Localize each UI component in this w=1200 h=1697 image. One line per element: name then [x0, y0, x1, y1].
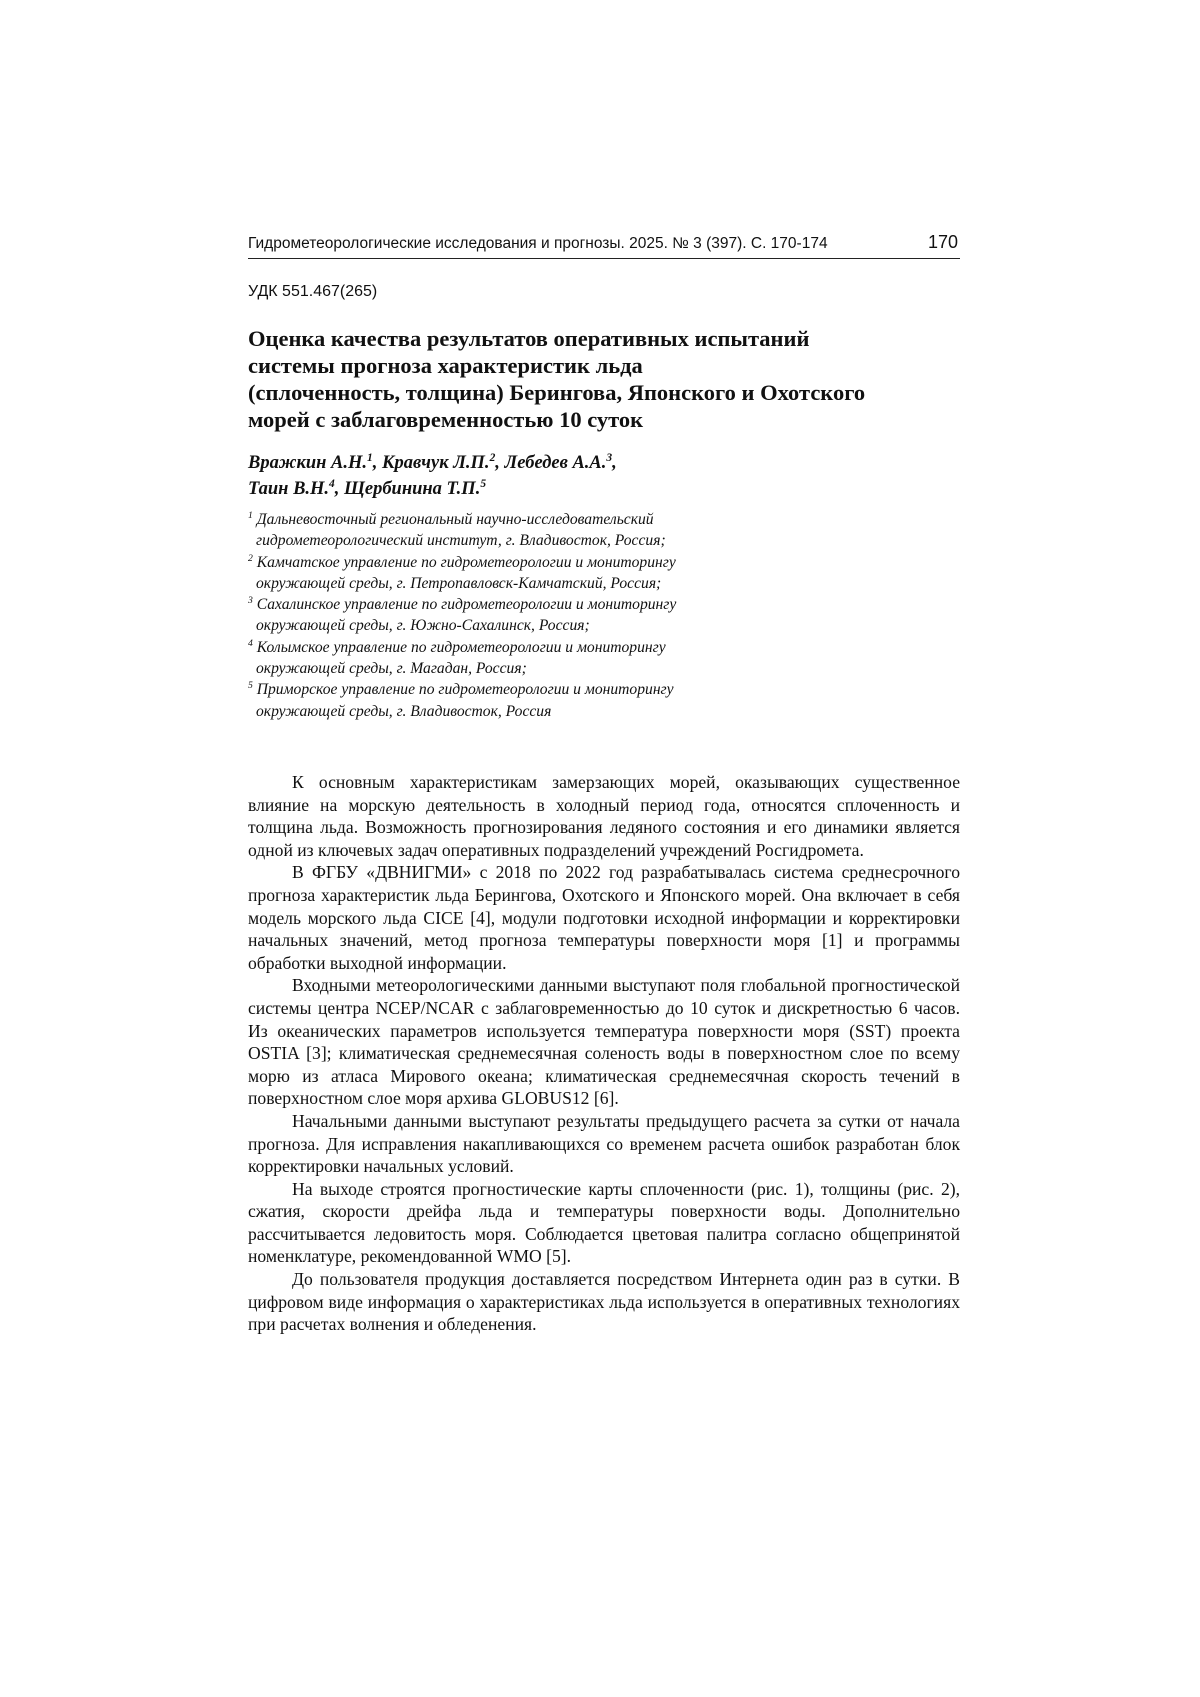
affiliation-item: [248, 509, 948, 552]
running-header: [248, 232, 960, 259]
affiliation-number: 5: [248, 680, 253, 692]
affiliation-line: [248, 552, 948, 573]
affiliation-line: окружающей среды, г. Южно-Сахалинск, Россия;: [256, 617, 590, 635]
author-separator: ,: [334, 479, 345, 499]
title-line: (сплоченность, толщина) Берингова, Японского и Охотского: [248, 380, 866, 405]
affiliation-number: 2: [248, 552, 253, 564]
affiliation-marker: 3: [606, 451, 613, 464]
affiliation-text: Колымское управление по гидрометеорологии и мониторингу: [256, 638, 666, 656]
author-name: Вражкин А.Н.: [248, 453, 367, 473]
body-paragraph: На выходе строятся прогностические карты сплоченности (рис. 1), толщины (рис. 2), сжатия, скорости дрейфа льда и температуры поверхности воды. Дополнительно рассчитывается ледовитость моря. Соблюдается цветовая палитра согласно общепринятой номенклатуре, рекомендованной WMO [5].: [248, 1178, 960, 1267]
author-separator: ,: [372, 453, 382, 473]
affiliation-number: 1: [248, 509, 253, 521]
body-paragraph: В ФГБУ «ДВНИГМИ» с 2018 по 2022 год разрабатывалась система среднесрочного прогноза характеристик льда Берингова, Охотского и Японского морей. Она включает в себя модель морского льда CICE [4], модули подготовки исходной информации и корректировки начальных значений, метод прогноза температуры поверхности моря [1] и программы обработки выходной информации.: [248, 862, 960, 973]
title-line: системы прогноза характеристик льда: [248, 353, 643, 378]
affiliation-line: [248, 509, 948, 530]
affiliation-marker: 4: [329, 477, 335, 490]
journal-citation: Гидрометеорологические исследования и прогнозы. 2025. № 3 (397). С. 170-174: [248, 235, 828, 252]
author-name: Щербинина Т.П.: [344, 479, 481, 499]
affiliation-item: [248, 594, 948, 637]
author-name: Кравчук Л.П.: [381, 453, 490, 473]
affiliation-number: 3: [248, 595, 253, 606]
author-line: [248, 450, 948, 476]
affiliation-list: [248, 509, 948, 722]
affiliation-text: Сахалинское управление по гидрометеорологии и мониторингу: [256, 596, 677, 614]
udc-code: УДК 551.467(265): [248, 283, 378, 300]
author-separator: ,: [495, 453, 505, 473]
affiliation-line: [248, 679, 948, 700]
title-line: Оценка качества результатов оперативных испытаний: [248, 326, 810, 351]
author-list: [248, 450, 948, 502]
body-paragraph: Начальными данными выступают результаты предыдущего расчета за сутки от начала прогноза. Для исправления накапливающихся со временем расчета ошибок разработан блок корректировки начальных условий.: [248, 1110, 960, 1177]
author-separator: ,: [612, 453, 617, 473]
affiliation-line: гидрометеорологический институт, г. Владивосток, Россия;: [256, 532, 666, 550]
affiliation-item: [248, 637, 948, 680]
affiliation-item: [248, 552, 948, 595]
author-name: Лебедев А.А.: [504, 453, 607, 473]
title-line: морей с заблаговременностью 10 суток: [248, 407, 644, 432]
author-line: [248, 476, 948, 502]
article-title: [248, 325, 968, 433]
affiliation-text: Приморское управление по гидрометеорологии и мониторингу: [256, 681, 674, 699]
affiliation-item: [248, 679, 948, 722]
body-paragraph: До пользователя продукция доставляется посредством Интернета один раз в сутки. В цифровом виде информация о характеристиках льда используется в оперативных технологиях при расчетах волнения и обледенения.: [248, 1269, 960, 1335]
author-name: Таин В.Н.: [248, 479, 330, 499]
affiliation-line: окружающей среды, г. Петропавловск-Камчатский, Россия;: [256, 574, 662, 592]
affiliation-line: окружающей среды, г. Владивосток, Россия: [256, 702, 552, 720]
affiliation-text: Камчатское управление по гидрометеорологии и мониторингу: [256, 553, 676, 571]
affiliation-line: окружающей среды, г. Магадан, Россия;: [256, 660, 527, 678]
affiliation-text: Дальневосточный региональный научно-исследовательский: [256, 511, 654, 528]
affiliation-number: 4: [248, 637, 253, 649]
body-paragraph: К основным характеристикам замерзающих морей, оказывающих существенное влияние на морскую деятельность в холодный период года, относятся сплоченность и толщина льда. Возможность прогнозирования ледяного состояния и его динамики является одной из ключевых задач оперативных подразделений учреждений Росгидромета.: [248, 772, 960, 860]
page-number: 170: [927, 232, 958, 252]
affiliation-marker: 1: [367, 451, 373, 464]
affiliation-line: [248, 594, 948, 615]
affiliation-marker: 2: [489, 451, 496, 464]
body-paragraph: Входными метеорологическими данными выступают поля глобальной прогностической системы центра NCEP/NCAR с заблаговременностью до 10 суток и дискретностью 6 часов. Из океанических параметров используется температура поверхности моря (SST) проекта OSTIA [3]; климатическая среднемесячная соленость воды в поверхностном слое по всему морю из атласа Мирового океана; климатическая среднемесячная скорость течений в поверхностном слое моря архива GLOBUS12 [6].: [248, 975, 960, 1109]
affiliation-line: [248, 637, 948, 658]
affiliation-marker: 5: [480, 477, 487, 490]
article-body: [248, 771, 960, 1336]
